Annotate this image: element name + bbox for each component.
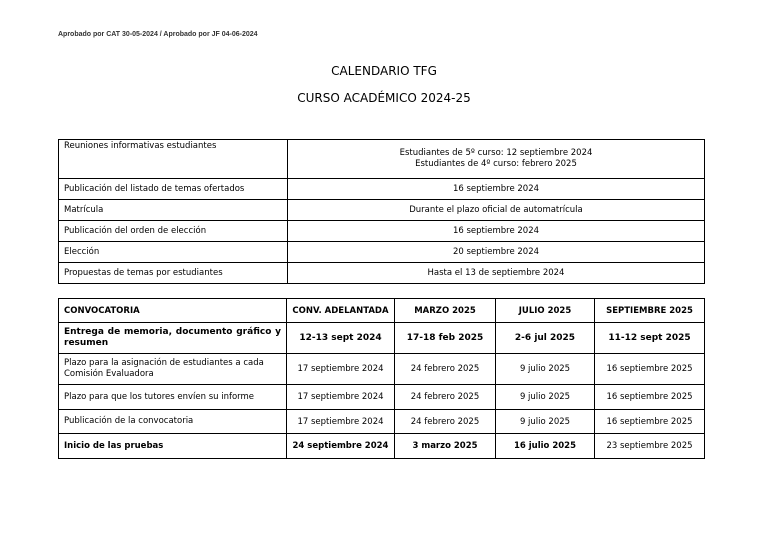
table-row (59, 242, 705, 263)
table-cell: 9 julio 2025 (496, 385, 595, 410)
table-cell: 23 septiembre 2025 (595, 434, 705, 459)
table-cell: 24 febrero 2025 (395, 410, 496, 434)
row-label: Elección (59, 242, 288, 263)
value-line: Estudiantes de 4º curso: febrero 2025 (415, 159, 577, 169)
table-cell: 24 febrero 2025 (395, 354, 496, 385)
header-row (59, 299, 705, 323)
table-cell: 3 marzo 2025 (395, 434, 496, 459)
value-line: Estudiantes de 5º curso: 12 septiembre 2024 (399, 148, 593, 158)
row-label: Inicio de las pruebas (59, 434, 287, 459)
row-label: Publicación del listado de temas ofertados (59, 179, 288, 200)
table-cell: 17 septiembre 2024 (287, 354, 395, 385)
table-row (59, 221, 705, 242)
table-row (59, 410, 705, 434)
table-cell: 17-18 feb 2025 (395, 323, 496, 354)
column-header: SEPTIEMBRE 2025 (595, 299, 705, 323)
table-row (59, 385, 705, 410)
row-label: Publicación de la convocatoria (59, 410, 287, 434)
table-cell: 9 julio 2025 (496, 410, 595, 434)
table-row (59, 434, 705, 459)
row-value: Durante el plazo oficial de automatrícula (288, 200, 705, 221)
row-value: 16 septiembre 2024 (288, 221, 705, 242)
info-table (58, 139, 705, 284)
row-label: Plazo para que los tutores envíen su informe (59, 385, 287, 410)
table-cell: 16 septiembre 2025 (595, 354, 705, 385)
table-cell: 17 septiembre 2024 (287, 385, 395, 410)
table-row (59, 323, 705, 354)
row-label: Reuniones informativas estudiantes (59, 140, 288, 179)
row-value (288, 140, 705, 179)
column-header: CONV. ADELANTADA (287, 299, 395, 323)
table-row (59, 263, 705, 284)
table-row (59, 140, 705, 179)
table-row (59, 354, 705, 385)
document-title: CALENDARIO TFG (331, 64, 437, 78)
table-cell: 16 septiembre 2025 (595, 410, 705, 434)
row-value: 16 septiembre 2024 (288, 179, 705, 200)
row-value: Hasta el 13 de septiembre 2024 (288, 263, 705, 284)
row-label: Plazo para la asignación de estudiantes a cada Comisión Evaluadora (59, 354, 287, 385)
table-cell: 12-13 sept 2024 (287, 323, 395, 354)
column-header: JULIO 2025 (496, 299, 595, 323)
table-cell: 2-6 jul 2025 (496, 323, 595, 354)
table-cell: 24 septiembre 2024 (287, 434, 395, 459)
row-label: Matrícula (59, 200, 288, 221)
table-row (59, 179, 705, 200)
approval-note: Aprobado por CAT 30-05-2024 / Aprobado por JF 04-06-2024 (58, 31, 258, 38)
table-cell: 9 julio 2025 (496, 354, 595, 385)
convocatoria-table (58, 298, 705, 459)
row-label: Entrega de memoria, documento gráfico y resumen (59, 323, 287, 354)
document-subtitle: CURSO ACADÉMICO 2024-25 (297, 91, 471, 105)
table-cell: 16 septiembre 2025 (595, 385, 705, 410)
table-row (59, 200, 705, 221)
row-value: 20 septiembre 2024 (288, 242, 705, 263)
column-header: MARZO 2025 (395, 299, 496, 323)
table-cell: 16 julio 2025 (496, 434, 595, 459)
table-cell: 17 septiembre 2024 (287, 410, 395, 434)
table-cell: 11-12 sept 2025 (595, 323, 705, 354)
table-cell: 24 febrero 2025 (395, 385, 496, 410)
row-label: Propuestas de temas por estudiantes (59, 263, 288, 284)
row-label: Publicación del orden de elección (59, 221, 288, 242)
column-header: CONVOCATORIA (59, 299, 287, 323)
